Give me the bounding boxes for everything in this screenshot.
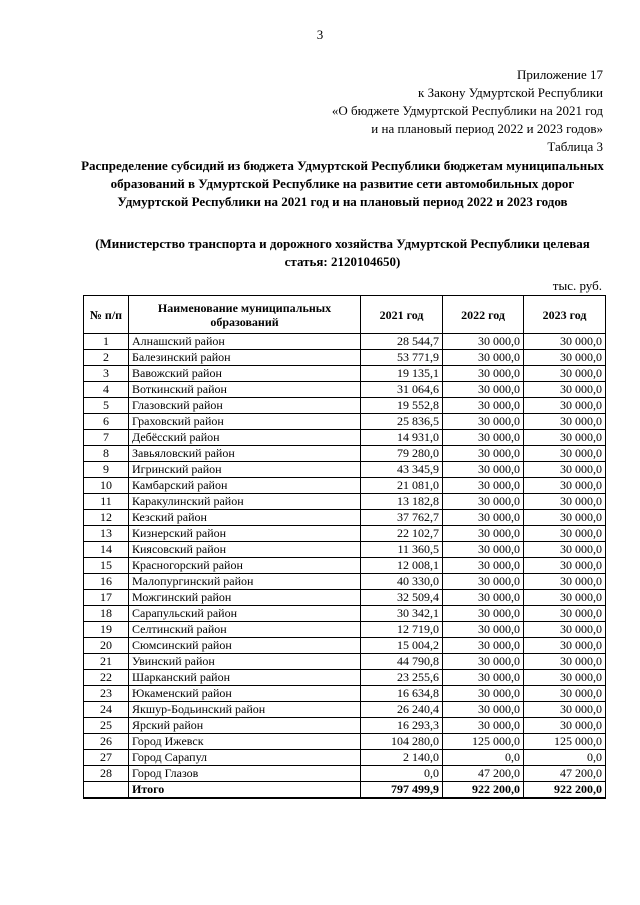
value-2022: 30 000,0 [443, 510, 524, 526]
value-2021: 44 790,8 [361, 654, 443, 670]
value-2022: 30 000,0 [443, 494, 524, 510]
value-2022: 30 000,0 [443, 446, 524, 462]
value-2022: 30 000,0 [443, 670, 524, 686]
appendix-line: и на плановый период 2022 и 2023 годов» [371, 121, 603, 136]
table-row [84, 462, 606, 478]
value-2021: 0,0 [361, 766, 443, 782]
municipality-name: Сюмсинский район [129, 638, 361, 654]
value-2022: 30 000,0 [443, 382, 524, 398]
municipality-name: Дебёсский район [129, 430, 361, 446]
value-2023: 30 000,0 [524, 334, 606, 350]
value-2023: 30 000,0 [524, 462, 606, 478]
document-subtitle: (Министерство транспорта и дорожного хозяйства Удмуртской Республики целевая статья: 2120104650) [95, 236, 590, 269]
table-row [84, 718, 606, 734]
table-row [84, 574, 606, 590]
table-row [84, 382, 606, 398]
table-row [84, 622, 606, 638]
value-2023: 30 000,0 [524, 686, 606, 702]
table-row [84, 510, 606, 526]
value-2022: 30 000,0 [443, 606, 524, 622]
value-2022: 30 000,0 [443, 350, 524, 366]
value-2022: 30 000,0 [443, 414, 524, 430]
municipality-name: Малопургинский район [129, 574, 361, 590]
row-number: 19 [84, 622, 129, 638]
value-2021: 30 342,1 [361, 606, 443, 622]
appendix-line: к Закону Удмуртской Республики [418, 85, 603, 100]
value-2021: 16 634,8 [361, 686, 443, 702]
subsidy-table [83, 295, 606, 799]
value-2023: 30 000,0 [524, 526, 606, 542]
table-row [84, 526, 606, 542]
municipality-name: Завьяловский район [129, 446, 361, 462]
row-number: 9 [84, 462, 129, 478]
row-number: 26 [84, 734, 129, 750]
value-2023: 30 000,0 [524, 414, 606, 430]
value-2023: 30 000,0 [524, 702, 606, 718]
value-2021: 11 360,5 [361, 542, 443, 558]
value-2021: 14 931,0 [361, 430, 443, 446]
value-2022: 30 000,0 [443, 366, 524, 382]
row-number: 12 [84, 510, 129, 526]
table-body [84, 334, 606, 799]
value-2022: 30 000,0 [443, 574, 524, 590]
table-label: Таблица 3 [547, 139, 603, 154]
municipality-name: Сарапульский район [129, 606, 361, 622]
value-2023: 30 000,0 [524, 718, 606, 734]
row-number: 3 [84, 366, 129, 382]
value-2021: 26 240,4 [361, 702, 443, 718]
municipality-name: Глазовский район [129, 398, 361, 414]
appendix-line: Приложение 17 [516, 67, 603, 82]
value-2022: 30 000,0 [443, 558, 524, 574]
table-row [84, 478, 606, 494]
row-number: 15 [84, 558, 129, 574]
value-2023: 125 000,0 [524, 734, 606, 750]
row-number: 2 [84, 350, 129, 366]
table-row [84, 606, 606, 622]
column-header-2021: 2021 год [361, 296, 443, 334]
row-number: 10 [84, 478, 129, 494]
row-number: 17 [84, 590, 129, 606]
table-row [84, 334, 606, 350]
table-row [84, 750, 606, 766]
document-title: Распределение субсидий из бюджета Удмуртской Республики бюджетам муниципальных образований в Удмуртской Республике на развитие сети автомобильных дорог Удмуртской Республики на 2021 год и на плановый период 2022 и 2023 годов [81, 158, 604, 209]
value-2021: 12 719,0 [361, 622, 443, 638]
value-2023: 30 000,0 [524, 366, 606, 382]
value-2023: 30 000,0 [524, 654, 606, 670]
municipality-name: Воткинский район [129, 382, 361, 398]
value-2021: 19 135,1 [361, 366, 443, 382]
value-2021: 21 081,0 [361, 478, 443, 494]
municipality-name: Балезинский район [129, 350, 361, 366]
row-number: 8 [84, 446, 129, 462]
value-2021: 28 544,7 [361, 334, 443, 350]
value-2021: 15 004,2 [361, 638, 443, 654]
table-row [84, 494, 606, 510]
value-2021: 2 140,0 [361, 750, 443, 766]
table-row [84, 638, 606, 654]
table-row [84, 558, 606, 574]
value-2022: 30 000,0 [443, 478, 524, 494]
value-2022: 30 000,0 [443, 638, 524, 654]
total-2021: 797 499,9 [361, 782, 443, 799]
value-2023: 30 000,0 [524, 398, 606, 414]
municipality-name: Игринский район [129, 462, 361, 478]
row-number: 23 [84, 686, 129, 702]
table-row [84, 654, 606, 670]
municipality-name: Город Сарапул [129, 750, 361, 766]
column-header-2022: 2022 год [443, 296, 524, 334]
value-2022: 30 000,0 [443, 622, 524, 638]
total-number [84, 782, 129, 799]
municipality-name: Кизнерский район [129, 526, 361, 542]
row-number: 25 [84, 718, 129, 734]
value-2021: 19 552,8 [361, 398, 443, 414]
row-number: 6 [84, 414, 129, 430]
row-number: 11 [84, 494, 129, 510]
value-2023: 30 000,0 [524, 494, 606, 510]
value-2023: 0,0 [524, 750, 606, 766]
page-number: 3 [316, 27, 324, 42]
value-2021: 23 255,6 [361, 670, 443, 686]
value-2022: 30 000,0 [443, 334, 524, 350]
total-2023: 922 200,0 [524, 782, 606, 799]
table-row [84, 398, 606, 414]
table-row [84, 430, 606, 446]
municipality-name: Селтинский район [129, 622, 361, 638]
municipality-name: Можгинский район [129, 590, 361, 606]
table-row [84, 590, 606, 606]
appendix-line: «О бюджете Удмуртской Республики на 2021 год [331, 103, 603, 118]
table-row [84, 766, 606, 782]
table-row [84, 350, 606, 366]
value-2021: 25 836,5 [361, 414, 443, 430]
value-2021: 53 771,9 [361, 350, 443, 366]
value-2021: 40 330,0 [361, 574, 443, 590]
table-row [84, 366, 606, 382]
value-2023: 30 000,0 [524, 670, 606, 686]
value-2021: 37 762,7 [361, 510, 443, 526]
value-2021: 79 280,0 [361, 446, 443, 462]
total-row [84, 782, 606, 799]
total-label: Итого [129, 782, 361, 799]
table-row [84, 734, 606, 750]
table-header-row [84, 296, 606, 334]
value-2022: 47 200,0 [443, 766, 524, 782]
value-2021: 22 102,7 [361, 526, 443, 542]
municipality-name: Красногорский район [129, 558, 361, 574]
row-number: 16 [84, 574, 129, 590]
value-2023: 30 000,0 [524, 638, 606, 654]
value-2021: 104 280,0 [361, 734, 443, 750]
column-header-2023: 2023 год [524, 296, 606, 334]
municipality-name: Каракулинский район [129, 494, 361, 510]
value-2023: 47 200,0 [524, 766, 606, 782]
value-2023: 30 000,0 [524, 542, 606, 558]
value-2023: 30 000,0 [524, 606, 606, 622]
row-number: 27 [84, 750, 129, 766]
table-row [84, 686, 606, 702]
appendix-header [332, 66, 603, 156]
value-2022: 30 000,0 [443, 654, 524, 670]
value-2022: 30 000,0 [443, 462, 524, 478]
municipality-name: Камбарский район [129, 478, 361, 494]
value-2023: 30 000,0 [524, 574, 606, 590]
row-number: 22 [84, 670, 129, 686]
municipality-name: Город Глазов [129, 766, 361, 782]
table-row [84, 414, 606, 430]
row-number: 7 [84, 430, 129, 446]
value-2022: 30 000,0 [443, 718, 524, 734]
municipality-name: Город Ижевск [129, 734, 361, 750]
table-row [84, 446, 606, 462]
row-number: 13 [84, 526, 129, 542]
municipality-name: Вавожский район [129, 366, 361, 382]
value-2022: 30 000,0 [443, 542, 524, 558]
value-2022: 0,0 [443, 750, 524, 766]
value-2021: 32 509,4 [361, 590, 443, 606]
value-2023: 30 000,0 [524, 622, 606, 638]
table-row [84, 542, 606, 558]
row-number: 5 [84, 398, 129, 414]
value-2023: 30 000,0 [524, 430, 606, 446]
value-2023: 30 000,0 [524, 446, 606, 462]
municipality-name: Юкаменский район [129, 686, 361, 702]
municipality-name: Якшур-Бодьинский район [129, 702, 361, 718]
table-row [84, 702, 606, 718]
value-2023: 30 000,0 [524, 558, 606, 574]
municipality-name: Шарканский район [129, 670, 361, 686]
value-2021: 16 293,3 [361, 718, 443, 734]
value-2022: 125 000,0 [443, 734, 524, 750]
row-number: 20 [84, 638, 129, 654]
value-2023: 30 000,0 [524, 382, 606, 398]
value-2022: 30 000,0 [443, 590, 524, 606]
value-2021: 31 064,6 [361, 382, 443, 398]
value-2023: 30 000,0 [524, 590, 606, 606]
row-number: 14 [84, 542, 129, 558]
municipality-name: Алнашский район [129, 334, 361, 350]
row-number: 24 [84, 702, 129, 718]
municipality-name: Ярский район [129, 718, 361, 734]
value-2022: 30 000,0 [443, 398, 524, 414]
row-number: 4 [84, 382, 129, 398]
value-2023: 30 000,0 [524, 478, 606, 494]
municipality-name: Киясовский район [129, 542, 361, 558]
value-2022: 30 000,0 [443, 702, 524, 718]
column-header-name: Наименование муниципальных образований [129, 296, 361, 334]
municipality-name: Граховский район [129, 414, 361, 430]
value-2023: 30 000,0 [524, 510, 606, 526]
value-2021: 12 008,1 [361, 558, 443, 574]
value-2021: 43 345,9 [361, 462, 443, 478]
municipality-name: Кезский район [129, 510, 361, 526]
units-label: тыс. руб. [552, 278, 602, 293]
table-row [84, 670, 606, 686]
row-number: 28 [84, 766, 129, 782]
value-2021: 13 182,8 [361, 494, 443, 510]
row-number: 1 [84, 334, 129, 350]
value-2022: 30 000,0 [443, 430, 524, 446]
municipality-name: Увинский район [129, 654, 361, 670]
row-number: 18 [84, 606, 129, 622]
value-2022: 30 000,0 [443, 686, 524, 702]
column-header-number: № п/п [84, 296, 129, 334]
row-number: 21 [84, 654, 129, 670]
value-2023: 30 000,0 [524, 350, 606, 366]
value-2022: 30 000,0 [443, 526, 524, 542]
total-2022: 922 200,0 [443, 782, 524, 799]
